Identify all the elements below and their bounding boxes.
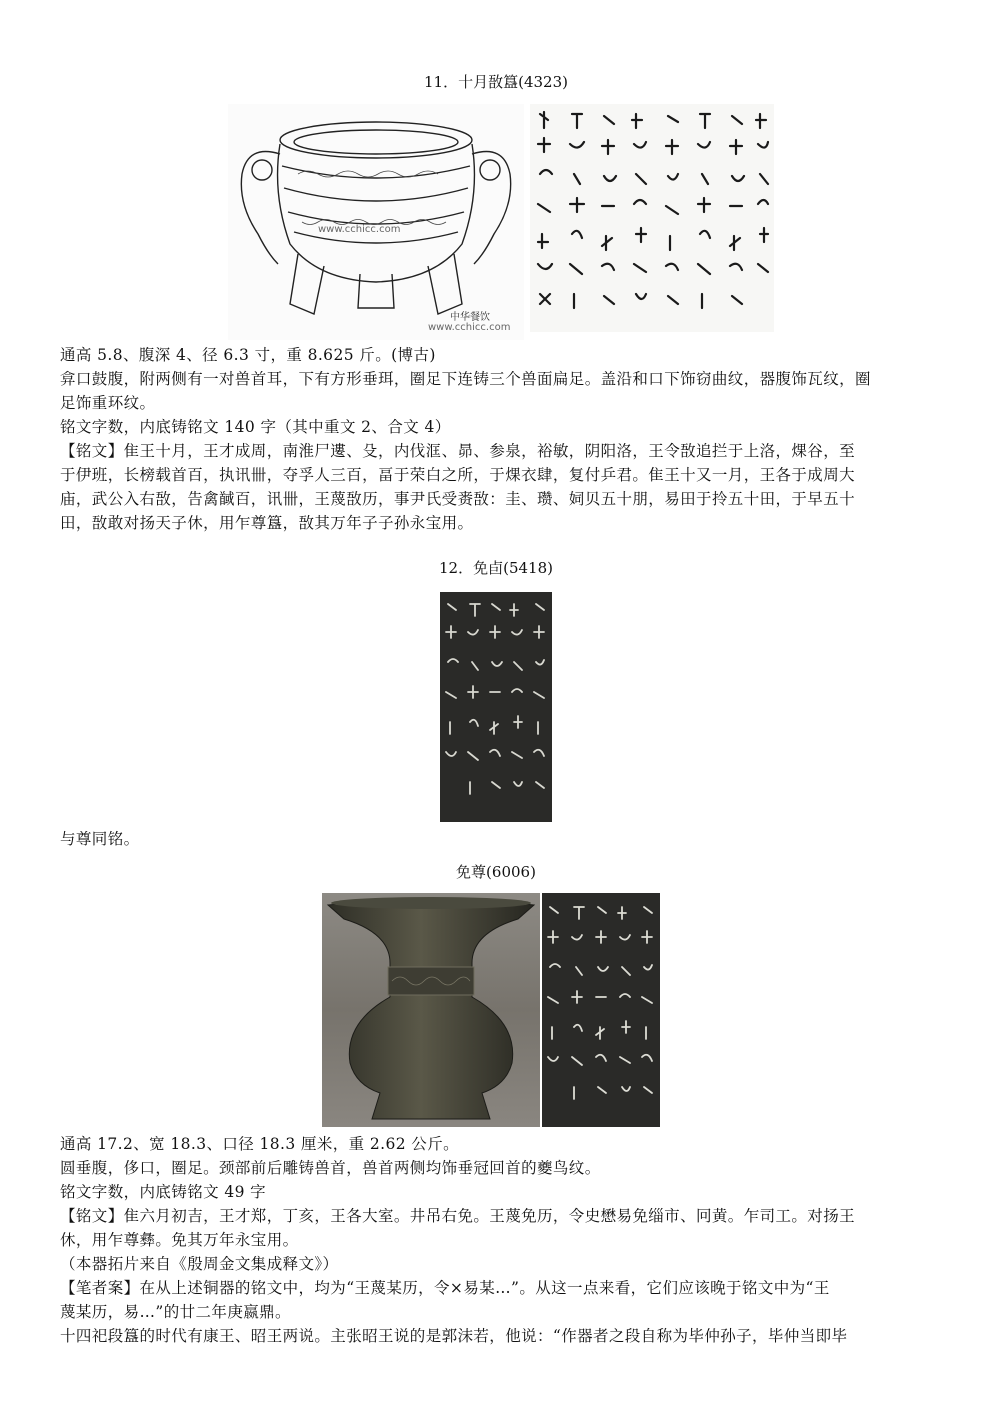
- section-11-char-count: 铭文字数，内底铸铭文 140 字（其中重文 2、合文 4）: [60, 418, 451, 436]
- watermark-center: www.cchicc.com: [318, 224, 401, 235]
- section-11-inscription-line-3: 庙，武公入右敔，告禽馘百，讯卌，王蔑敔历，事尹氏受赉敔：圭、瓒、㚸贝五十朋，易田于拎五十田，于早五十: [60, 490, 856, 508]
- zun-inscription-rubbing: [542, 893, 660, 1127]
- you-rubbing-glyphs: [440, 592, 552, 822]
- section-11-inscription-line-2: 于伊班，长榜载首百，执讯卌，夺孚人三百，畐于荣白之所，于㷄衣肆，复付乒君。隹王十又一月，王各于成周大: [60, 466, 856, 484]
- author-note-line-2: 蔑某历，易…”的廿二年庚嬴鼎。: [60, 1303, 291, 1321]
- author-note-line-1: 【笔者案】在从上述铜器的铭文中，均为“王蔑某历，令×易某…”。从这一点来看，它们应该晚于铭文中为“王: [60, 1279, 830, 1297]
- section-11-description-line-1: 弇口鼓腹，附两侧有一对兽首耳，下有方形垂珥，圈足下连铸三个兽面扁足。盖沿和口下饰窃曲纹，器腹饰瓦纹，圈: [60, 370, 871, 388]
- section-12-note: 与尊同铭。: [60, 830, 140, 848]
- you-inscription-rubbing: [440, 592, 552, 822]
- section-11-inscription-line-1: 【铭文】隹王十月，王才成周，南淮尸遱、殳，内伐洭、昴、参泉，裕敏，阴阳洛，王令敔追拦于上洛，㷄谷，至: [60, 442, 856, 460]
- zun-title: 免尊(6006): [456, 863, 536, 881]
- section-11-description-line-2: 足饰重环纹。: [60, 394, 156, 412]
- section-11-inscription-line-4: 田，敔敢对扬天子休，用乍尊簋，敔其万年子子孙永宝用。: [60, 514, 474, 532]
- zun-dimensions: 通高 17.2、宽 18.3、口径 18.3 厘米，重 2.62 公斤。: [60, 1135, 460, 1153]
- gui-inscription-rubbing: [530, 104, 774, 332]
- watermark-logo: 中华餐饮: [450, 312, 490, 323]
- zun-vessel-photo: [322, 893, 540, 1127]
- inscription-glyphs: [530, 104, 774, 332]
- section-12-title: 12．免卣(5418): [439, 559, 553, 577]
- section-11-dimensions: 通高 5.8、腹深 4、径 6.3 寸，重 8.625 斤。(博古): [60, 346, 436, 364]
- zun-inscription-line-2: 休，用乍尊彝。免其万年永宝用。: [60, 1231, 299, 1249]
- zun-description: 圆垂腹，侈口，圈足。颈部前后雕铸兽首，兽首两侧均饰垂冠回首的夔鸟纹。: [60, 1159, 601, 1177]
- discussion-paragraph: 十四祀段簋的时代有康王、昭王两说。主张昭王说的是郭沫若，他说：“作器者之段自称为毕仲孙子，毕仲当即毕: [60, 1327, 848, 1345]
- zun-source-note: （本器拓片来自《殷周金文集成释文》）: [60, 1255, 339, 1273]
- gui-vessel-drawing: [228, 104, 524, 340]
- gui-vessel-line-art: [228, 104, 524, 340]
- zun-inscription-line-1: 【铭文】隹六月初吉，王才郑，丁亥，王各大室。井吊右免。王蔑免历，令史懋易免缁市、冋黄。乍司工。对扬王: [60, 1207, 856, 1225]
- zun-vessel-shape: [322, 893, 540, 1127]
- watermark-bottom: www.cchicc.com: [428, 322, 511, 333]
- section-11-title: 11．十月敔簋(4323): [424, 73, 568, 91]
- zun-char-count: 铭文字数，内底铸铭文 49 字: [60, 1183, 267, 1201]
- zun-rubbing-glyphs: [542, 893, 660, 1127]
